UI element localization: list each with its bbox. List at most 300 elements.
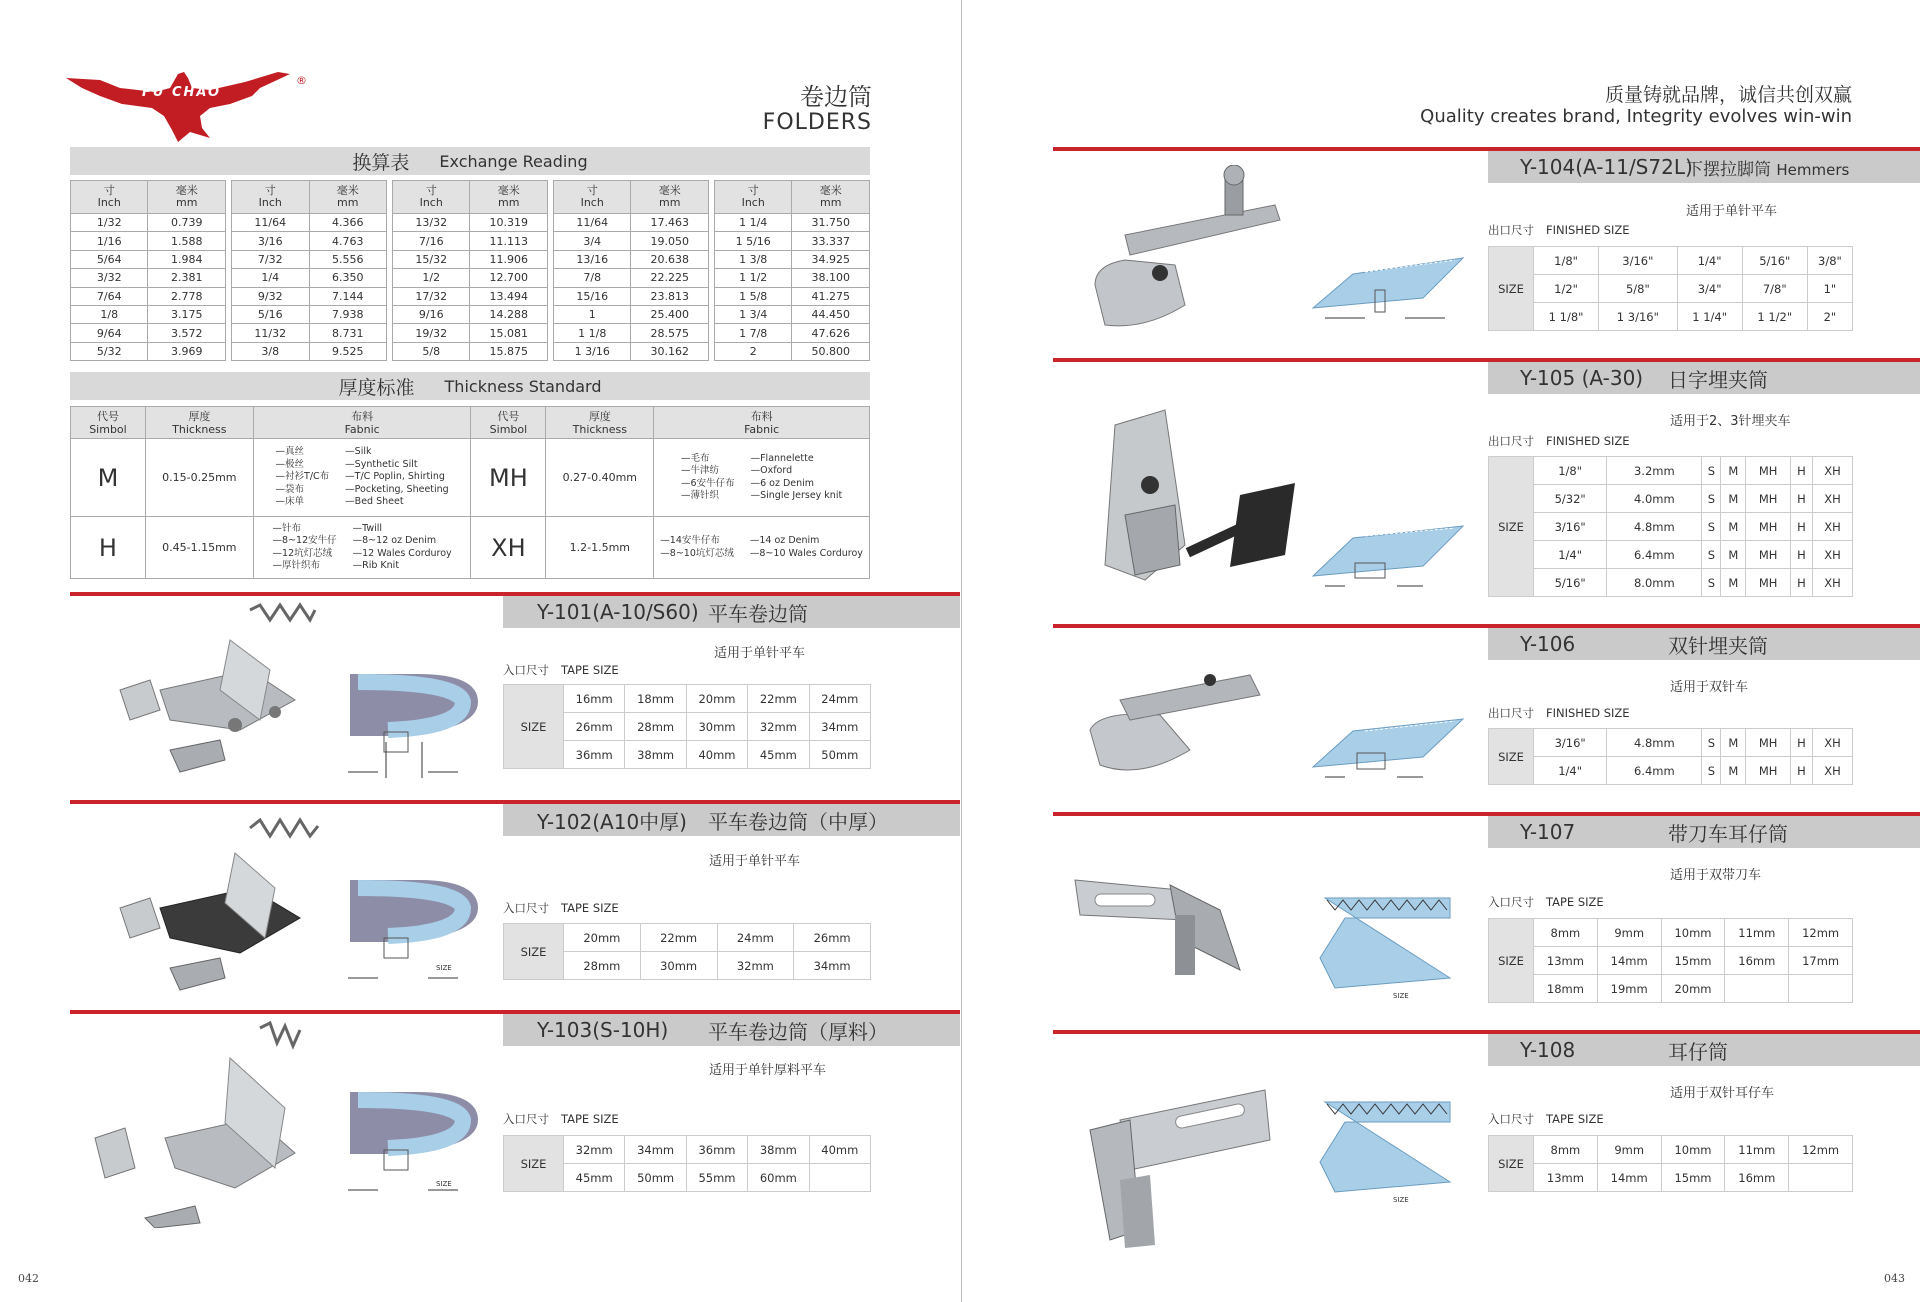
size-cell: 45mm: [564, 1164, 625, 1192]
mm-cell: 13.494: [470, 287, 548, 305]
fabric-cn: —床单: [275, 496, 305, 508]
size-label: SIZE: [504, 685, 564, 769]
fabric-en: —Single Jersey knit: [750, 490, 843, 501]
size-cell: 4.0mm: [1607, 485, 1702, 513]
y103-usage: 适用于单针厚料平车: [709, 1063, 827, 1078]
size-cell: MH: [1746, 513, 1791, 541]
size-label: SIZE: [1489, 1136, 1534, 1192]
y102-name: 平车卷边筒（中厚）: [708, 809, 888, 834]
table-row: [71, 232, 226, 250]
conversion-header-inch: 寸 Inch: [554, 181, 631, 214]
table-row: [715, 287, 870, 305]
page-title-cn: 卷边筒: [800, 83, 872, 111]
fabric-en: —Oxford: [750, 465, 793, 476]
table-row: [71, 250, 226, 268]
fabric-cn: —针布: [272, 522, 302, 534]
table-row: [71, 214, 226, 232]
inch-cell: 5/16: [232, 305, 310, 323]
fabric-cell-2: [654, 439, 870, 517]
size-cell: 3.2mm: [1607, 457, 1702, 485]
size-label: SIZE: [504, 924, 564, 980]
y108-fold-diagram: [1315, 1092, 1475, 1212]
y103-size-mark: SIZE: [436, 1180, 452, 1188]
y106-code: Y-106: [1520, 632, 1576, 656]
size-cell: 26mm: [794, 924, 871, 952]
y101-title-bar: [503, 596, 960, 628]
size-cell: 1/8": [1534, 457, 1607, 485]
size-cell: MH: [1746, 757, 1791, 785]
size-cell: 20mm: [686, 685, 747, 713]
code-cell-2: XH: [471, 517, 546, 579]
size-cell: 34mm: [625, 1136, 686, 1164]
size-cell: [809, 1164, 870, 1192]
fabric-en: —Synthetic Silt: [345, 458, 418, 470]
size-cell: 50mm: [625, 1164, 686, 1192]
inch-cell: 13/16: [554, 250, 631, 268]
mm-cell: 22.225: [631, 269, 709, 287]
size-cell: S: [1702, 729, 1721, 757]
size-cell: 11mm: [1725, 1136, 1789, 1164]
mm-cell: 33.337: [792, 232, 870, 250]
size-cell: 60mm: [748, 1164, 809, 1192]
size-cell: 24mm: [717, 924, 794, 952]
y107-name: 带刀车耳仔筒: [1668, 821, 1788, 846]
mm-cell: 15.081: [470, 324, 548, 342]
conversion-table: [553, 180, 709, 361]
table-row: [71, 269, 226, 287]
page-number-left: 042: [18, 1272, 39, 1285]
size-cell: 3/16": [1534, 513, 1607, 541]
y102-usage: 适用于单针平车: [709, 854, 801, 869]
conversion-header-inch: 寸 Inch: [232, 181, 310, 214]
size-cell: 22mm: [640, 924, 717, 952]
size-cell: 4.8mm: [1607, 729, 1702, 757]
thickness-cell: 0.45-1.15mm: [145, 517, 253, 579]
table-row: [1489, 1164, 1853, 1192]
fabric-cell-2: [654, 517, 870, 579]
size-cell: XH: [1812, 541, 1852, 569]
size-cell: 12mm: [1789, 919, 1853, 947]
code-cell-2: MH: [471, 439, 546, 517]
mm-cell: 23.813: [631, 287, 709, 305]
size-cell: 36mm: [686, 1136, 747, 1164]
table-row: [1489, 757, 1853, 785]
brand-logo: [60, 66, 307, 146]
size-cell: H: [1790, 569, 1812, 597]
code-cell: M: [71, 439, 146, 517]
table-row: [1489, 947, 1853, 975]
inch-cell: 1 3/8: [715, 250, 792, 268]
size-cell: 15mm: [1661, 1164, 1725, 1192]
table-row: [715, 232, 870, 250]
size-cell: 6.4mm: [1607, 757, 1702, 785]
size-cell: 2": [1807, 303, 1852, 331]
size-cell: 38mm: [625, 741, 686, 769]
size-cell: S: [1702, 513, 1721, 541]
table-row: [554, 324, 709, 342]
y107-fold-diagram: [1315, 888, 1475, 1008]
y106-folder-photo: [1080, 660, 1290, 790]
size-cell: 5/32": [1534, 485, 1607, 513]
registered-mark: ®: [296, 74, 307, 87]
inch-cell: 1 3/16: [554, 342, 631, 360]
size-cell: 1/4": [1677, 247, 1742, 275]
size-cell: M: [1721, 457, 1746, 485]
inch-cell: 9/64: [71, 324, 148, 342]
inch-cell: 7/16: [393, 232, 470, 250]
size-cell: 8mm: [1534, 919, 1598, 947]
conversion-table: [70, 180, 226, 361]
size-cell: 10mm: [1661, 919, 1725, 947]
size-cell: 1/8": [1534, 247, 1599, 275]
table-row: [1489, 457, 1853, 485]
th-thick-2: 厚度 Thickness: [546, 407, 654, 439]
size-cell: S: [1702, 569, 1721, 597]
size-cell: 13mm: [1534, 1164, 1598, 1192]
size-cell: 5/16": [1534, 569, 1607, 597]
y104-folder-photo: [1085, 165, 1295, 340]
y101-size-table: [503, 684, 871, 769]
conversion-header-inch: 寸 Inch: [393, 181, 470, 214]
size-cell: H: [1790, 485, 1812, 513]
fabric-cn: —袋布: [275, 483, 305, 495]
y101-tape-caption: 入口尺寸 TAPE SIZE: [503, 663, 619, 677]
conversion-header-mm: 毫米 mm: [792, 181, 870, 214]
inch-cell: 1/16: [71, 232, 148, 250]
y108-title-bar: [1488, 1034, 1920, 1066]
thickness-cell-2: 0.27-0.40mm: [546, 439, 654, 517]
y103-name: 平车卷边筒（厚料）: [708, 1019, 888, 1044]
y108-tape-caption: 入口尺寸 TAPE SIZE: [1488, 1112, 1604, 1126]
thickness-row: [71, 439, 870, 517]
size-cell: [1725, 975, 1789, 1003]
y101-fold-diagram: [348, 672, 488, 782]
inch-cell: 5/64: [71, 250, 148, 268]
y103-tape-caption: 入口尺寸 TAPE SIZE: [503, 1112, 619, 1126]
size-cell: XH: [1812, 569, 1852, 597]
y105-usage: 适用于2、3针埋夹车: [1670, 414, 1791, 429]
y105-name: 日字埋夹筒: [1668, 367, 1768, 392]
inch-cell: 3/32: [71, 269, 148, 287]
fabric-cn: —6安牛仔布: [681, 477, 735, 489]
mm-cell: 7.144: [309, 287, 387, 305]
table-row: [393, 250, 548, 268]
table-row: [393, 324, 548, 342]
y108-usage: 适用于双针耳仔车: [1670, 1086, 1775, 1101]
inch-cell: 2: [715, 342, 792, 360]
inch-cell: 3/16: [232, 232, 310, 250]
th-fabric: 布料 Fabnic: [253, 407, 471, 439]
table-row: [554, 214, 709, 232]
fabric-en: —Pocketing, Sheeting: [345, 483, 449, 495]
size-cell: 1 1/4": [1677, 303, 1742, 331]
mm-cell: 2.381: [148, 269, 226, 287]
size-label: SIZE: [1489, 457, 1534, 597]
y108-code: Y-108: [1520, 1038, 1576, 1062]
table-row: [1489, 485, 1853, 513]
table-row: [1489, 919, 1853, 947]
conversion-header-mm: 毫米 mm: [631, 181, 709, 214]
y104-code: Y-104(A-11/S72L): [1520, 155, 1693, 179]
fabric-cn: —厚针织布: [272, 560, 321, 571]
inch-cell: 11/64: [232, 214, 310, 232]
mm-cell: 34.925: [792, 250, 870, 268]
size-cell: 1 1/2": [1742, 303, 1807, 331]
y103-folder-photo: [85, 1018, 325, 1228]
size-cell: M: [1721, 757, 1746, 785]
y104-usage: 适用于单针平车: [1686, 204, 1778, 219]
thickness-title-en: Thickness Standard: [444, 376, 602, 396]
y106-finished-caption: 出口尺寸 FINISHED SIZE: [1488, 706, 1630, 720]
size-cell: XH: [1812, 513, 1852, 541]
fabric-cn: —毛布: [681, 452, 710, 464]
table-row: [232, 232, 387, 250]
y104-name: 下摆拉脚筒 Hemmers: [1686, 159, 1850, 180]
size-cell: XH: [1812, 457, 1852, 485]
size-cell: 1 3/16": [1599, 303, 1677, 331]
size-cell: 9mm: [1597, 1136, 1661, 1164]
y103-size-table: [503, 1135, 871, 1192]
table-row: [1489, 513, 1853, 541]
size-cell: 1/4": [1534, 541, 1607, 569]
table-row: [71, 305, 226, 323]
table-row: [232, 324, 387, 342]
size-cell: 1/4": [1534, 757, 1607, 785]
size-cell: 3/4": [1677, 275, 1742, 303]
conversion-table: [231, 180, 387, 361]
size-cell: [1789, 1164, 1853, 1192]
size-cell: 13mm: [1534, 947, 1598, 975]
size-cell: 38mm: [748, 1136, 809, 1164]
inch-cell: 1/8: [71, 305, 148, 323]
y103-fold-diagram: [348, 1090, 488, 1200]
mm-cell: 38.100: [792, 269, 870, 287]
table-row: [1489, 247, 1853, 275]
table-row: [1489, 303, 1853, 331]
table-row: [554, 287, 709, 305]
y105-folder-photo: [1075, 395, 1305, 595]
size-cell: 26mm: [564, 713, 625, 741]
size-cell: 24mm: [809, 685, 870, 713]
size-cell: [1789, 975, 1853, 1003]
size-cell: H: [1790, 513, 1812, 541]
size-cell: 19mm: [1597, 975, 1661, 1003]
table-row: [71, 342, 226, 360]
fabric-en: —6 oz Denim: [750, 477, 815, 489]
size-cell: 14mm: [1597, 1164, 1661, 1192]
table-row: [715, 269, 870, 287]
size-cell: H: [1790, 729, 1812, 757]
table-row: [1489, 1136, 1853, 1164]
thickness-table: [70, 406, 870, 579]
size-cell: 16mm: [564, 685, 625, 713]
size-cell: 20mm: [564, 924, 641, 952]
y102-tape-caption: 入口尺寸 TAPE SIZE: [503, 901, 619, 915]
size-cell: 5/16": [1742, 247, 1807, 275]
size-cell: 18mm: [1534, 975, 1598, 1003]
size-cell: MH: [1746, 541, 1791, 569]
size-label: SIZE: [1489, 247, 1534, 331]
fabric-en: —Bed Sheet: [345, 496, 404, 508]
mm-cell: 20.638: [631, 250, 709, 268]
y104-finished-caption: 出口尺寸 FINISHED SIZE: [1488, 223, 1630, 237]
table-row: [232, 214, 387, 232]
exchange-title-cn: 换算表: [352, 151, 410, 174]
inch-cell: 19/32: [393, 324, 470, 342]
inch-cell: 11/64: [554, 214, 631, 232]
mm-cell: 14.288: [470, 305, 548, 323]
y102-code: Y-102(A10中厚): [537, 809, 687, 834]
eagle-logo-icon: [60, 66, 300, 146]
size-cell: 32mm: [717, 952, 794, 980]
size-cell: 55mm: [686, 1164, 747, 1192]
mm-cell: 5.556: [309, 250, 387, 268]
table-row: [232, 342, 387, 360]
size-cell: 9mm: [1597, 919, 1661, 947]
size-cell: 1/2": [1534, 275, 1599, 303]
size-cell: 12mm: [1789, 1136, 1853, 1164]
fabric-en: —Rib Knit: [352, 560, 400, 571]
y107-size-mark: SIZE: [1393, 992, 1409, 1000]
mm-cell: 12.700: [470, 269, 548, 287]
table-row: [393, 342, 548, 360]
fabric-cn: —12坑灯芯绒: [272, 547, 333, 559]
exchange-title-en: Exchange Reading: [439, 151, 588, 171]
fabric-en: —T/C Poplin, Shirting: [345, 471, 445, 483]
size-cell: 8mm: [1534, 1136, 1598, 1164]
y106-title-bar: [1488, 628, 1920, 660]
table-row: [1489, 569, 1853, 597]
size-cell: MH: [1746, 729, 1791, 757]
conversion-header-inch: 寸 Inch: [71, 181, 148, 214]
inch-cell: 3/8: [232, 342, 310, 360]
fabric-cn: —14安牛仔布: [660, 535, 720, 546]
y102-title-bar: [503, 804, 960, 836]
size-cell: 32mm: [564, 1136, 625, 1164]
size-cell: 3/16": [1599, 247, 1677, 275]
mm-cell: 3.969: [148, 342, 226, 360]
conversion-header-mm: 毫米 mm: [470, 181, 548, 214]
y107-usage: 适用于双带刀车: [1670, 868, 1762, 883]
table-row: [1489, 541, 1853, 569]
th-code-2: 代号 Simbol: [471, 407, 546, 439]
table-row: [554, 232, 709, 250]
page-number-right: 043: [1884, 1272, 1905, 1285]
mm-cell: 9.525: [309, 342, 387, 360]
fabric-en: —12 Wales Corduroy: [352, 547, 452, 559]
table-row: [504, 1136, 871, 1164]
size-cell: 45mm: [748, 741, 809, 769]
mm-cell: 6.350: [309, 269, 387, 287]
mm-cell: 3.175: [148, 305, 226, 323]
thickness-cell: 0.15-0.25mm: [145, 439, 253, 517]
size-cell: 1": [1807, 275, 1852, 303]
table-row: [393, 269, 548, 287]
size-cell: 40mm: [686, 741, 747, 769]
fabric-cn: —真丝: [275, 446, 305, 458]
table-row: [715, 214, 870, 232]
inch-cell: 13/32: [393, 214, 470, 232]
inch-cell: 15/32: [393, 250, 470, 268]
y107-folder-photo: [1070, 860, 1270, 980]
y102-fold-diagram: [348, 878, 488, 988]
size-cell: 16mm: [1725, 1164, 1789, 1192]
size-cell: 14mm: [1597, 947, 1661, 975]
table-row: [715, 250, 870, 268]
table-row: [1489, 975, 1853, 1003]
y105-title-bar: [1488, 362, 1920, 394]
size-label: SIZE: [1489, 729, 1534, 785]
inch-cell: 15/16: [554, 287, 631, 305]
conversion-header-mm: 毫米 mm: [309, 181, 387, 214]
size-cell: M: [1721, 541, 1746, 569]
size-cell: 34mm: [809, 713, 870, 741]
mm-cell: 31.750: [792, 214, 870, 232]
inch-cell: 1 3/4: [715, 305, 792, 323]
y104-size-table: [1488, 246, 1853, 331]
y106-size-table: [1488, 728, 1853, 785]
table-row: [71, 287, 226, 305]
size-cell: XH: [1812, 757, 1852, 785]
thickness-row: [71, 517, 870, 579]
inch-cell: 1: [554, 305, 631, 323]
inch-cell: 11/32: [232, 324, 310, 342]
y101-name: 平车卷边筒: [708, 601, 808, 626]
mm-cell: 8.731: [309, 324, 387, 342]
table-row: [232, 250, 387, 268]
y104-fold-diagram: [1305, 250, 1465, 330]
fabric-cn: —衬衫T/C布: [275, 471, 330, 483]
y106-name: 双针埋夹筒: [1668, 633, 1768, 658]
y105-finished-caption: 出口尺寸 FINISHED SIZE: [1488, 434, 1630, 448]
size-cell: 50mm: [809, 741, 870, 769]
table-row: [71, 324, 226, 342]
y104-title-bar: [1488, 151, 1920, 183]
y107-code: Y-107: [1520, 820, 1576, 844]
size-cell: 11mm: [1725, 919, 1789, 947]
inch-cell: 1/2: [393, 269, 470, 287]
mm-cell: 17.463: [631, 214, 709, 232]
size-cell: M: [1721, 569, 1746, 597]
size-cell: 8.0mm: [1607, 569, 1702, 597]
inch-cell: 1 5/16: [715, 232, 792, 250]
inch-cell: 1 7/8: [715, 324, 792, 342]
table-row: [1489, 275, 1853, 303]
table-row: [393, 214, 548, 232]
inch-cell: 1/4: [232, 269, 310, 287]
size-cell: 22mm: [748, 685, 809, 713]
exchange-header: [70, 147, 870, 175]
th-thick: 厚度 Thickness: [145, 407, 253, 439]
slogan-en: Quality creates brand, Integrity evolves win-win: [1420, 106, 1852, 127]
size-cell: 7/8": [1742, 275, 1807, 303]
size-cell: 20mm: [1661, 975, 1725, 1003]
size-cell: MH: [1746, 569, 1791, 597]
size-cell: 30mm: [640, 952, 717, 980]
mm-cell: 44.450: [792, 305, 870, 323]
inch-cell: 7/8: [554, 269, 631, 287]
size-cell: 40mm: [809, 1136, 870, 1164]
size-cell: XH: [1812, 729, 1852, 757]
size-cell: S: [1702, 485, 1721, 513]
size-cell: 17mm: [1789, 947, 1853, 975]
table-row: [232, 305, 387, 323]
size-cell: 3/8": [1807, 247, 1852, 275]
mm-cell: 2.778: [148, 287, 226, 305]
inch-cell: 3/4: [554, 232, 631, 250]
size-cell: MH: [1746, 457, 1791, 485]
y106-usage: 适用于双针车: [1670, 680, 1749, 695]
